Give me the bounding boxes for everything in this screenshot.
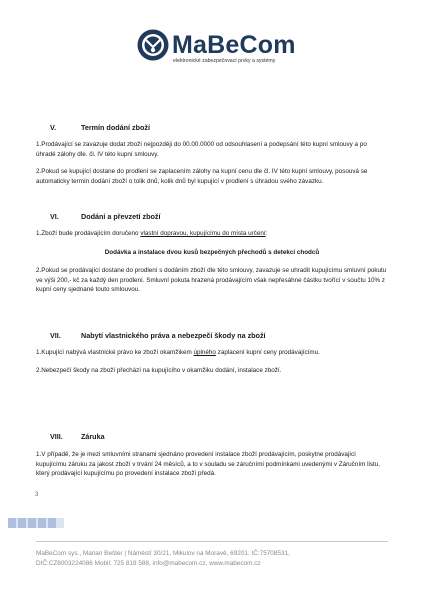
logo-tagline: elektronické zabezpečovací prvky a systémy [173, 58, 276, 64]
section-title: Termín dodání zboží [81, 123, 150, 132]
section-title: Dodání a převzetí zboží [81, 212, 161, 221]
underlined-text: vlastní dopravou, kupujícímu do místa určení [140, 230, 266, 237]
logo-emblem-icon [136, 28, 170, 62]
section-title: Záruka [81, 432, 105, 441]
paragraph: 2.Pokud se prodávající dostane do prodlení s dodáním zboží dle této smlouvy, zavazuje se uhradit kupujícímu smluvní pokutu ve výši 200,- kč za každý den prodlení. Smluvní pokuta hrazená prodávajícím však nepřesáhne částku tvořící v součtu 10% z kupní ceny sjednané touto smlouvou. [36, 267, 387, 294]
text-run: zaplacení kupní ceny prodávajícímu. [215, 349, 320, 356]
paragraph: 1.Prodávající se zavazuje dodat zboží nejpozději do 00.00.0000 od odsouhlasení a podepsání této kupní smlouvy a po úhradě zálohy dle. čl. IV této kupní smlouvy. [36, 141, 367, 158]
paragraph: 2.Nebezpečí škody na zboží přechází na kupujícího v okamžiku dodání, instalace zboží. [36, 367, 282, 374]
text-run: 1.Zboží bude prodávajícím doručeno [36, 230, 141, 237]
paragraph: 2.Pokud se kupující dostane do prodlení se zaplacením zálohy na kupní cenu dle čl. IV této kupní smlouvy, posouvá se automaticky termín dodání zboží o tolik dnů, kolik dnů byl kupující v prodlení s úhradou svého závazku. [36, 168, 368, 185]
paragraph [36, 229, 388, 239]
section-heading-vii [50, 331, 266, 340]
page-number: 3 [35, 492, 39, 498]
text-run: 1.Kupující nabývá vlastnické právo ke zboží okamžikem [36, 349, 194, 356]
footer-line-1: MaBeCom sys., Marian Bešter | Náměstí 30/21, Mikulov na Moravě, 69201. IČ:75708531, [36, 550, 290, 557]
section-number: VII. [50, 331, 61, 340]
paragraph: 1.V případě, že je mezi smluvními stranami sjednáno provedení instalace zboží prodávajícím, poskytne prodávající kupujícímu záruku za jakost zboží v trvání 24 měsíců, a to v souladu se záručními podmínkami uvedenými v Záručním listu, který prodávající kupujícímu po provedení instalace zboží předá. [36, 451, 381, 478]
logo-name: MaBeCom [172, 31, 296, 59]
delivery-item: Dodávka a instalace dvou kusů bezpečných přechodů s detekcí chodců [104, 249, 320, 256]
section-heading-v [50, 123, 150, 132]
paragraph [36, 348, 388, 358]
footer-divider [36, 541, 388, 542]
section-heading-vi [50, 212, 160, 221]
footer [36, 549, 392, 569]
section-number: V. [50, 123, 57, 132]
footer-line-2: DIČ:CZ8003224086 Mobil: 725 818 588, info@mabecom.cz, www.mabecom.cz [36, 560, 261, 568]
text-run: : [265, 230, 268, 237]
section-number: VI. [50, 212, 59, 221]
company-logo [136, 28, 296, 70]
underlined-text: úplného [193, 349, 216, 356]
section-title: Nabytí vlastnického práva a nebezpečí škody na zboží [81, 331, 266, 340]
section-heading-viii [50, 432, 105, 441]
section-number: VIII. [50, 432, 63, 441]
page-decoration-icon [8, 516, 64, 530]
